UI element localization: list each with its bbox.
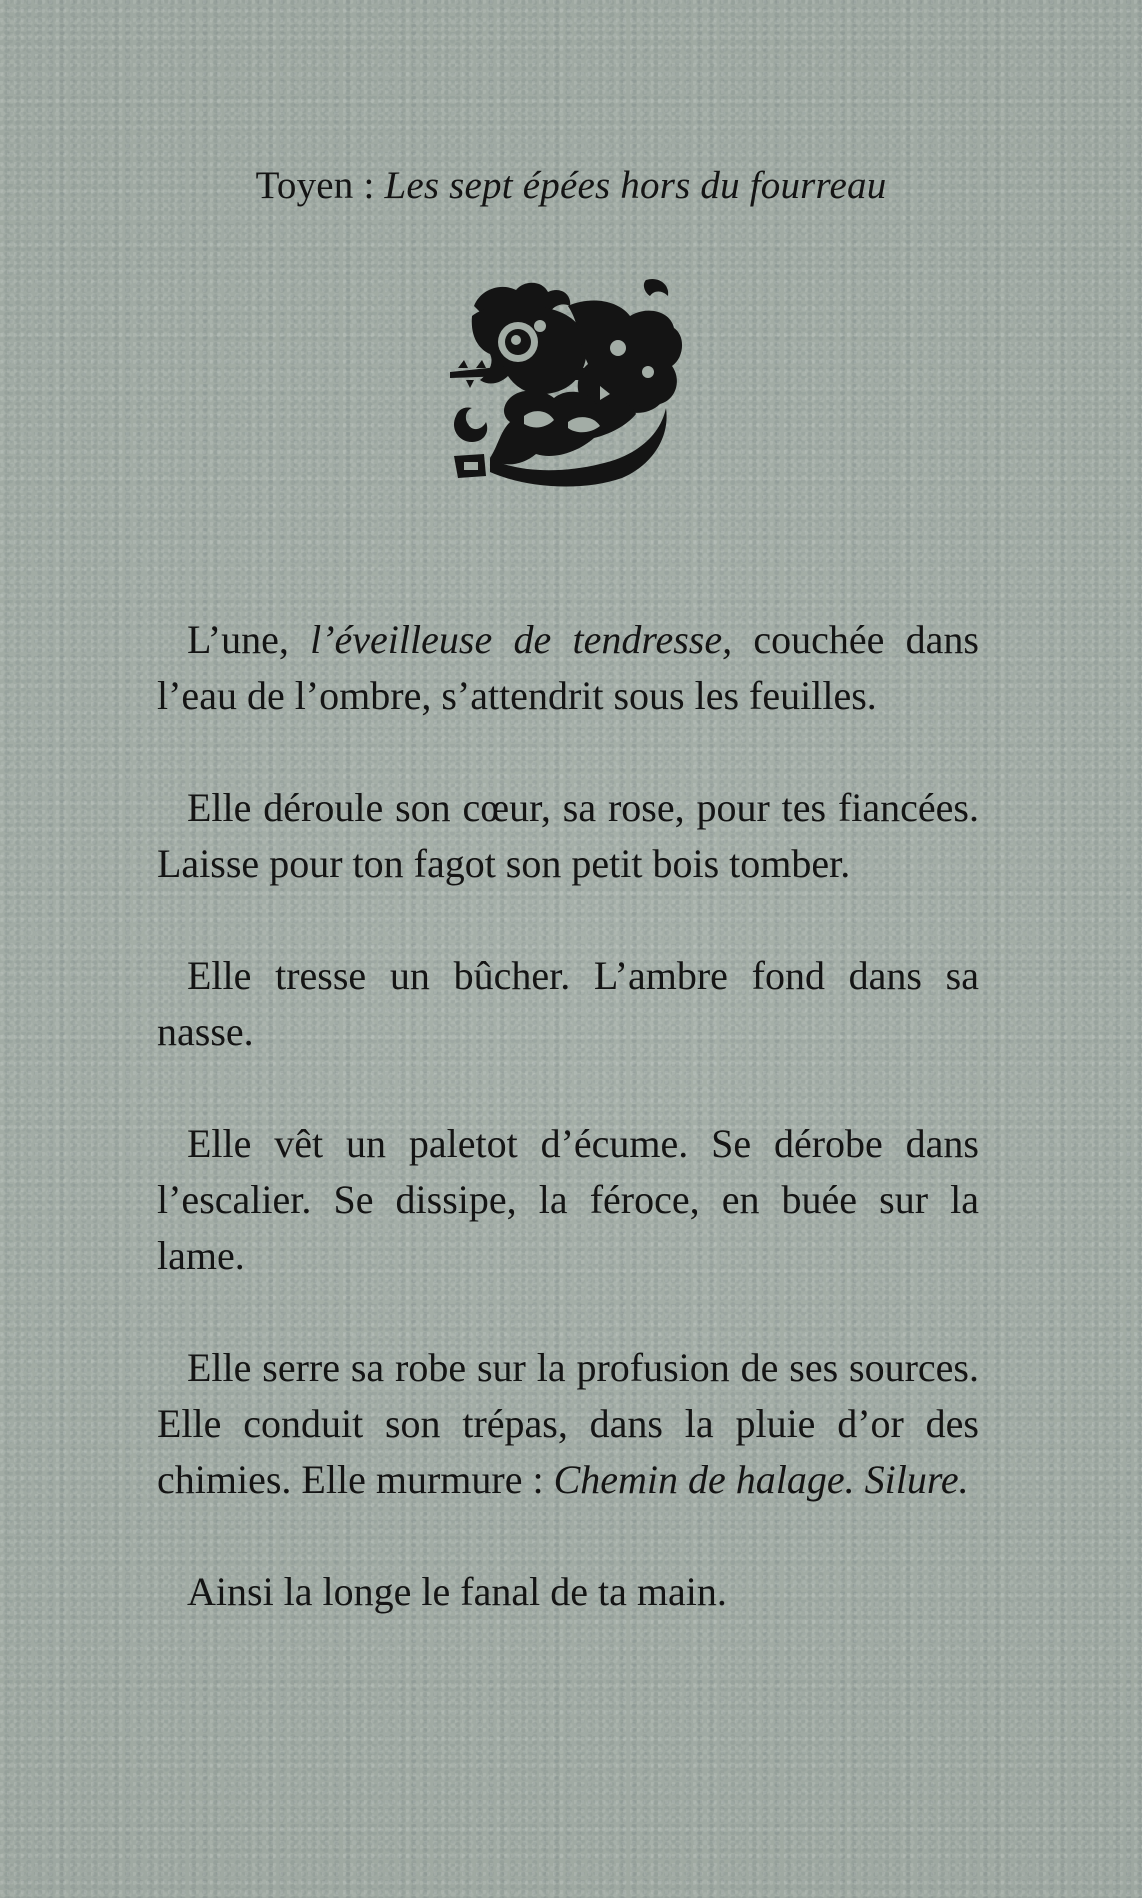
stanza-2: Elle déroule son cœur, sa rose, pour tes fiancées. Laisse pour ton fagot son petit bois tomber. [157,785,979,886]
stanza-1 [157,612,979,724]
stanza-4: Elle vêt un paletot d’écume. Se dérobe dans l’escalier. Se dissipe, la féroce, en buée sur la lame. [157,1121,979,1278]
stanza-1-text: L’une, [187,617,311,662]
stanza-5-text: Elle serre sa robe sur la profusion de ses sources. Elle conduit son trépas, dans la pluie d’or des chimies. Elle murmure : [157,1345,979,1502]
author-name: Toyen [255,164,354,207]
heading-separator: : [353,164,385,207]
page-heading [0,162,1142,210]
stanza-1-text-end: couchée dans l’eau de l’ombre, s’attendrit sous les feuilles. [157,617,979,718]
stanza-5-italic-phrase: Chemin de halage. Silure. [553,1457,969,1502]
stanza-6: Ainsi la longe le fanal de ta main. [187,1569,727,1614]
poem-body [157,612,979,1676]
stanza-1-italic-phrase: l’éveilleuse de tendresse, [310,617,733,662]
stanza-5 [157,1340,979,1508]
stanza-3: Elle tresse un bûcher. L’ambre fond dans sa nasse. [157,953,979,1054]
work-title: Les sept épées hors du fourreau [384,164,887,207]
dragon-emblem-icon [450,276,686,490]
